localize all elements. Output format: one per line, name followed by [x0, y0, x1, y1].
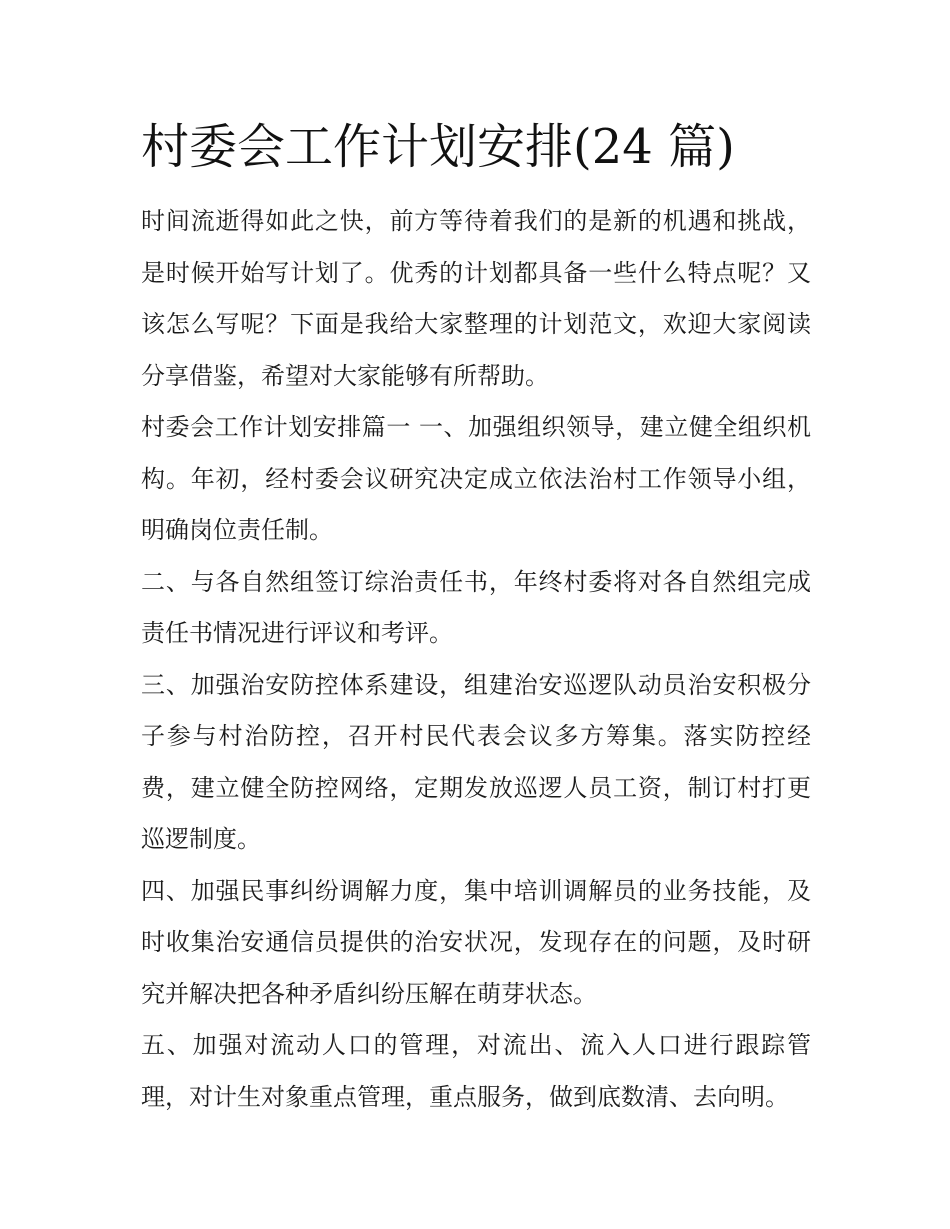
- paragraph-intro: 时间流逝得如此之快，前方等待着我们的是新的机遇和挑战，是时候开始写计划了。优秀的计划都具备一些什么特点呢？又该怎么写呢？下面是我给大家整理的计划范文，欢迎大家阅读分享借鉴，希望对大家能够有所帮助。: [141, 207, 811, 390]
- paragraph-section-5: 五、加强对流动人口的管理，对流出、流入人口进行跟踪管理，对计生对象重点管理，重点服务，做到底数清、去向明。: [141, 1031, 811, 1111]
- paragraph-section-2: 二、与各自然组签订综治责任书，年终村委将对各自然组完成责任书情况进行评议和考评。: [141, 567, 811, 647]
- paragraph-section-4: 四、加强民事纠纷调解力度，集中培训调解员的业务技能，及时收集治安通信员提供的治安状况，发现存在的问题，及时研究并解决把各种矛盾纠纷压解在萌芽状态。: [141, 876, 811, 1008]
- document-body: [141, 196, 811, 1123]
- paragraph-section-3: 三、加强治安防控体系建设，组建治安巡逻队动员治安积极分子参与村治防控，召开村民代表会议多方筹集。落实防控经费，建立健全防控网络，定期发放巡逻人员工资，制订村打更巡逻制度。: [141, 670, 811, 853]
- document-title: 村委会工作计划安排(24 篇): [141, 119, 735, 175]
- paragraph-section-1: 村委会工作计划安排篇一 一、加强组织领导，建立健全组织机构。年初，经村委会议研究决定成立依法治村工作领导小组，明确岗位责任制。: [141, 413, 811, 544]
